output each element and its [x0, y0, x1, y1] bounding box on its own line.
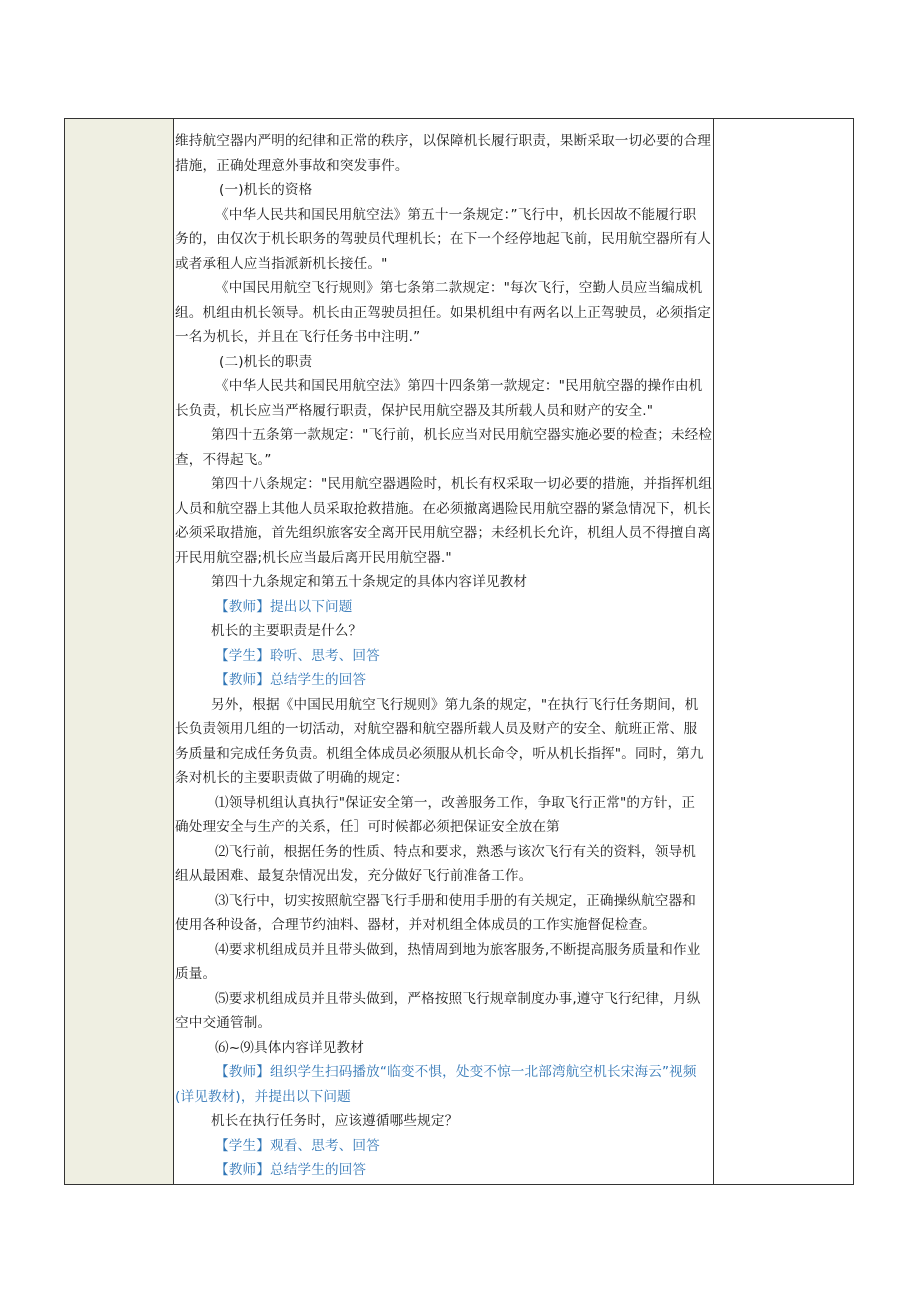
text-line: 《中华人民共和国民用航空法》第五十一条规定：”飞行中，机长因故不能履行职: [215, 206, 697, 223]
text-line: 条对机长的主要职责做了明确的规定：: [175, 770, 409, 786]
text-line: (二)机长的职责: [219, 353, 313, 370]
teaching-note-line: 【教师】总结学生的回答: [215, 672, 367, 688]
text-line: 使用各种设备，合理节约油料、器材，并对机组全体成员的工作实施督促检查。: [175, 917, 657, 933]
text-line: 组。机组由机长领导。机长由正驾驶员担任。如果机组中有两名以上正驾驶员，必须指定: [175, 304, 712, 321]
text-line: 第四十九条规定和第五十条规定的具体内容详见教材: [211, 574, 528, 590]
text-line: 另外，根据《中国民用航空飞行规则》第九条的规定，"在执行飞行任务期间，机: [211, 696, 699, 713]
text-line: 《中国民用航空飞行规则》第七条第二款规定："每次飞行，空勤人员应当编成机: [215, 280, 703, 296]
text-line: 《中华人民共和国民用航空法》第四十四条第一款规定："民用航空器的操作由机: [215, 378, 703, 394]
text-line: 第四十八条规定："民用航空器遇险时，机长有权采取一切必要的措施，并指挥机组: [211, 476, 713, 492]
lesson-table: [64, 118, 854, 1185]
text-line: 第四十五条第一款规定："飞行前，机长应当对民用航空器实施必要的检查；未经检: [211, 427, 713, 443]
text-line: 空中交通管制。: [175, 1015, 272, 1031]
text-line: ⑵飞行前，根据任务的性质、特点和要求，熟悉与该次飞行有关的资料，领导机: [215, 843, 697, 860]
text-line: 长负责领用几组的一切活动，对航空器和航空器所载人员及财产的安全、航班正常、服: [175, 721, 698, 737]
text-line: 确处理安全与生产的关系，任］可时候都必须把保证安全放在第: [175, 819, 560, 835]
teaching-note-line: 【学生】观看、思考、回答: [215, 1137, 380, 1154]
text-line: 组从最困难、最复杂情况出发，充分做好飞行前准备工作。: [175, 868, 533, 884]
text-line: ⑸要求机组成员并且带头做到，严格按照飞行规章制度办事,遵守飞行纪律，月纵: [215, 990, 701, 1007]
text-line: 或者承租人应当指派新机长接任。": [175, 255, 388, 272]
text-line: 查，不得起飞。”: [175, 451, 272, 468]
text-line: ⑶飞行中，切实按照航空器飞行手册和使用手册的有关规定，正确操纵航空器和: [215, 892, 697, 909]
teaching-note-line: (详见教材)，并提出以下问题: [175, 1088, 351, 1105]
text-line: 开民用航空器;机长应当最后离开民用航空器.": [175, 549, 452, 566]
text-line: 机长在执行任务时，应该遵循哪些规定？: [211, 1113, 459, 1129]
text-line: 一名为机长，并且在飞行任务书中注明.”: [175, 329, 421, 345]
text-line: 人员和航空器上其他人员采取抢救措施。在必须撤离遇险民用航空器的紧急情况下，机长: [175, 500, 712, 517]
text-line: 务质量和完成任务负责。机组全体成员必须服从机长命令，听从机长指挥"。同时，第九: [175, 745, 704, 762]
text-line: 措施，正确处理意外事故和突发事件。: [175, 157, 409, 174]
teaching-note-line: 【教师】组织学生扫码播放“临变不惧，处变不惊一北部湾航空机长宋海云”视频: [215, 1064, 697, 1080]
content-column-cell: [175, 129, 713, 1183]
text-line: (一)机长的资格: [219, 182, 313, 198]
text-line: 长负责，机长应当严格履行职责，保护民用航空器及其所载人员和财产的安全.": [175, 402, 654, 419]
text-line: 必须采取措施，首先组织旅客安全离开民用航空器；未经机长允许，机组人员不得擅自离: [175, 525, 712, 541]
left-column-cell: [65, 119, 174, 1184]
teaching-note-line: 【学生】聆听、思考、回答: [215, 647, 380, 664]
text-line: 机长的主要职责是什么？: [211, 623, 363, 639]
text-line: 维持航空器内严明的纪律和正常的秩序，以保障机长履行职责，果断采取一切必要的合理: [175, 133, 712, 149]
right-column-cell: [713, 119, 854, 1184]
teaching-note-line: 【教师】总结学生的回答: [215, 1162, 367, 1178]
text-line: ⑹~⑼具体内容详见教材: [215, 1039, 364, 1056]
text-line: ⑷要求机组成员并且带头做到，热情周到地为旅客服务,不断提高服务质量和作业: [215, 941, 701, 958]
teaching-note-line: 【教师】提出以下问题: [215, 598, 353, 615]
text-line: 务的，由仅次于机长职务的驾驶员代理机长；在下一个经停地起飞前，民用航空器所有人: [175, 231, 712, 247]
text-line: ⑴领导机组认真执行"保证安全第一，改善服务工作，争取飞行正常"的方针，正: [215, 794, 696, 811]
text-line: 质量。: [175, 966, 217, 982]
